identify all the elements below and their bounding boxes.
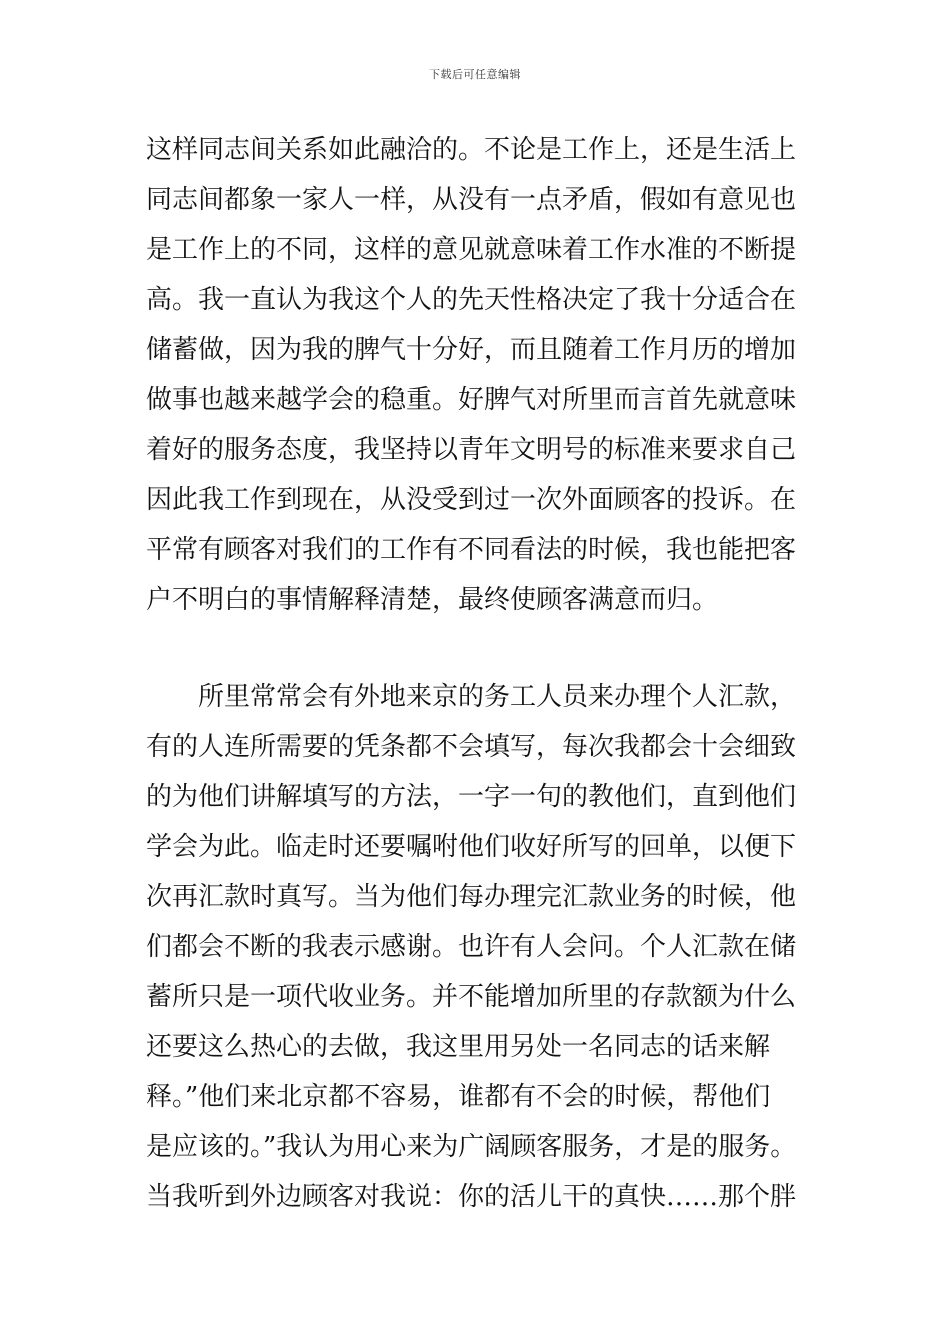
text-line-indented: 所里常常会有外地来京的务工人员来办理个人汇款，	[198, 682, 797, 712]
text-line: 户不明白的事情解释清楚，最终使顾客满意而归。	[146, 585, 719, 615]
text-line: 们都会不断的我表示感谢。也许有人会问。个人汇款在储	[146, 932, 797, 962]
text-line: 着好的服务态度，我坚持以青年文明号的标准来要求自己	[146, 435, 797, 465]
text-line: 还要这么热心的去做，我这里用另处一名同志的话来解	[146, 1032, 771, 1062]
text-line: 因此我工作到现在，从没受到过一次外面顾客的投诉。在	[146, 485, 797, 515]
text-line: 储蓄做，因为我的脾气十分好，而且随着工作月历的增加	[146, 335, 797, 365]
text-line: 是工作上的不同，这样的意见就意味着工作水准的不断提	[146, 235, 797, 265]
text-line: 有的人连所需要的凭条都不会填写，每次我都会十会细致	[146, 732, 797, 762]
text-line: 高。我一直认为我这个人的先天性格决定了我十分适合在	[146, 285, 797, 315]
text-line: 做事也越来越学会的稳重。好脾气对所里而言首先就意味	[146, 385, 797, 415]
page-header: 下载后可任意编辑	[429, 68, 521, 81]
text-line: 这样同志间关系如此融洽的。不论是工作上，还是生活上	[146, 135, 797, 165]
text-line: 的为他们讲解填写的方法，一字一句的教他们，直到他们	[146, 782, 797, 812]
text-line: 释。”他们来北京都不容易，谁都有不会的时候，帮他们	[146, 1082, 771, 1112]
text-line: 学会为此。临走时还要嘱咐他们收好所写的回单，以便下	[146, 832, 797, 862]
text-line: 同志间都象一家人一样，从没有一点矛盾，假如有意见也	[146, 185, 797, 215]
text-line: 是应该的。”我认为用心来为广阔顾客服务，才是的服务。	[146, 1132, 797, 1162]
text-line: 当我听到外边顾客对我说：你的活儿干的真快……那个胖	[146, 1182, 797, 1212]
text-line: 次再汇款时真写。当为他们每办理完汇款业务的时候，他	[146, 882, 797, 912]
text-line: 蓄所只是一项代收业务。并不能增加所里的存款额为什么	[146, 982, 797, 1012]
text-line: 平常有顾客对我们的工作有不同看法的时候，我也能把客	[146, 535, 797, 565]
